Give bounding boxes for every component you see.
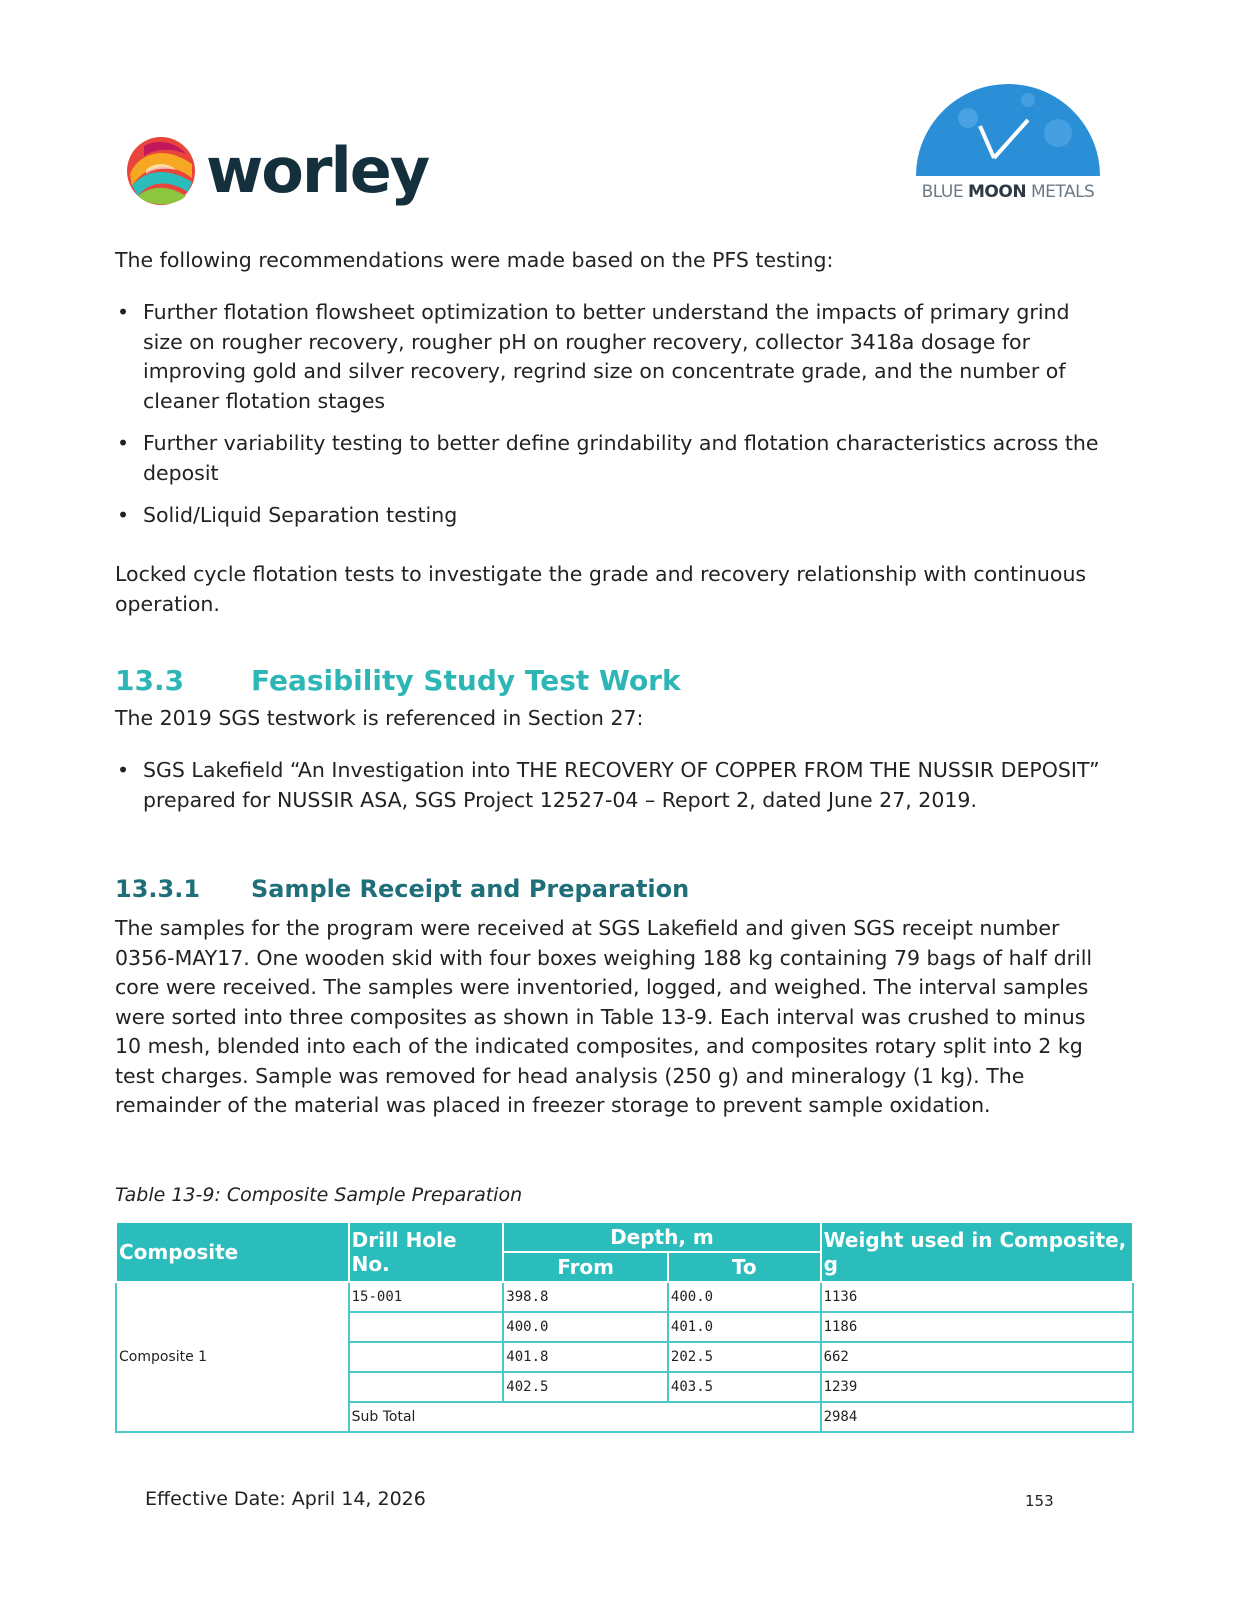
blue-moon-metals-wordmark: BLUE MOON METALS	[921, 182, 1095, 202]
from-cell: 402.5	[503, 1372, 668, 1402]
drill-cell: 15-001	[349, 1282, 504, 1312]
subtotal-value: 2984	[821, 1402, 1133, 1432]
composite-table	[115, 1221, 1134, 1433]
recommendations-list	[115, 298, 1115, 544]
header-to: To	[668, 1252, 821, 1282]
list-item: • Solid/Liquid Separation testing	[115, 501, 1115, 531]
header-depth: Depth, m	[503, 1222, 820, 1252]
header-from: From	[503, 1252, 668, 1282]
locked-cycle-paragraph: Locked cycle flotation tests to investigate the grade and recovery relationship with continuous operation.	[115, 562, 1087, 616]
header-drill-hole: Drill Hole No.	[349, 1222, 504, 1282]
to-cell: 202.5	[668, 1342, 821, 1372]
section-title: Feasibility Study Test Work	[251, 664, 681, 697]
section-heading	[115, 664, 681, 697]
intro-paragraph: The following recommendations were made based on the PFS testing:	[115, 248, 834, 272]
subsection-paragraph: The samples for the program were received at SGS Lakefield and given SGS receipt number 0356-MAY17. One wooden skid with four boxes weighing 188 kg containing 79 bags of half drill core were received. The samples were inventoried, logged, and weighed. The interval samples were sorted into three composites as shown in Table 13-9. Each interval was crushed to minus 10 mesh, blended into each of the indicated composites, and composites rotary split into 2 kg test charges. Sample was removed for head analysis (250 g) and mineralogy (1 kg). The remainder of the material was placed in freezer storage to prevent sample oxidation.	[115, 916, 1093, 1117]
composite-name-cell: Composite 1	[116, 1282, 349, 1432]
list-item: • Further variability testing to better define grindability and flotation characteristics across the deposit	[115, 429, 1115, 488]
subsection-number: 13.3.1	[115, 875, 201, 903]
footer-effective-date: Effective Date: April 14, 2026	[145, 1488, 426, 1510]
weight-cell: 662	[821, 1342, 1133, 1372]
worley-swirl-icon	[124, 134, 198, 208]
table-caption: Table 13-9: Composite Sample Preparation	[115, 1184, 523, 1206]
weight-cell: 1239	[821, 1372, 1133, 1402]
from-cell: 398.8	[503, 1282, 668, 1312]
moon-dome-icon	[908, 78, 1108, 178]
blue-moon-metals-logo	[908, 78, 1108, 208]
table-row	[116, 1282, 1133, 1312]
list-item: • Further flotation flowsheet optimization to better understand the impacts of primary grind size on rougher recovery, rougher pH on rougher recovery, collector 3418a dosage for improving gold and silver recovery, regrind size on concentrate grade, and the number of cleaner flotation stages	[115, 298, 1115, 416]
list-item: • SGS Lakefield “An Investigation into THE RECOVERY OF COPPER FROM THE NUSSIR DEPOSIT” prepared for NUSSIR ASA, SGS Project 12527-04 – Report 2, dated June 27, 2019.	[115, 756, 1115, 815]
subtotal-label: Sub Total	[349, 1402, 821, 1432]
section-number: 13.3	[115, 664, 185, 697]
to-cell: 400.0	[668, 1282, 821, 1312]
subsection-title: Sample Receipt and Preparation	[251, 875, 690, 903]
weight-cell: 1186	[821, 1312, 1133, 1342]
drill-cell	[349, 1312, 504, 1342]
drill-cell	[349, 1372, 504, 1402]
weight-cell: 1136	[821, 1282, 1133, 1312]
worley-logo	[124, 134, 428, 208]
from-cell: 401.8	[503, 1342, 668, 1372]
to-cell: 401.0	[668, 1312, 821, 1342]
to-cell: 403.5	[668, 1372, 821, 1402]
from-cell: 400.0	[503, 1312, 668, 1342]
references-list	[115, 756, 1115, 828]
header-weight: Weight used in Composite, g	[821, 1222, 1133, 1282]
subsection-heading	[115, 875, 689, 903]
drill-cell	[349, 1342, 504, 1372]
section-intro: The 2019 SGS testwork is referenced in Section 27:	[115, 706, 644, 730]
worley-wordmark: worley	[206, 134, 429, 207]
footer-page-number: 153	[1025, 1492, 1054, 1510]
header-composite: Composite	[116, 1222, 349, 1282]
